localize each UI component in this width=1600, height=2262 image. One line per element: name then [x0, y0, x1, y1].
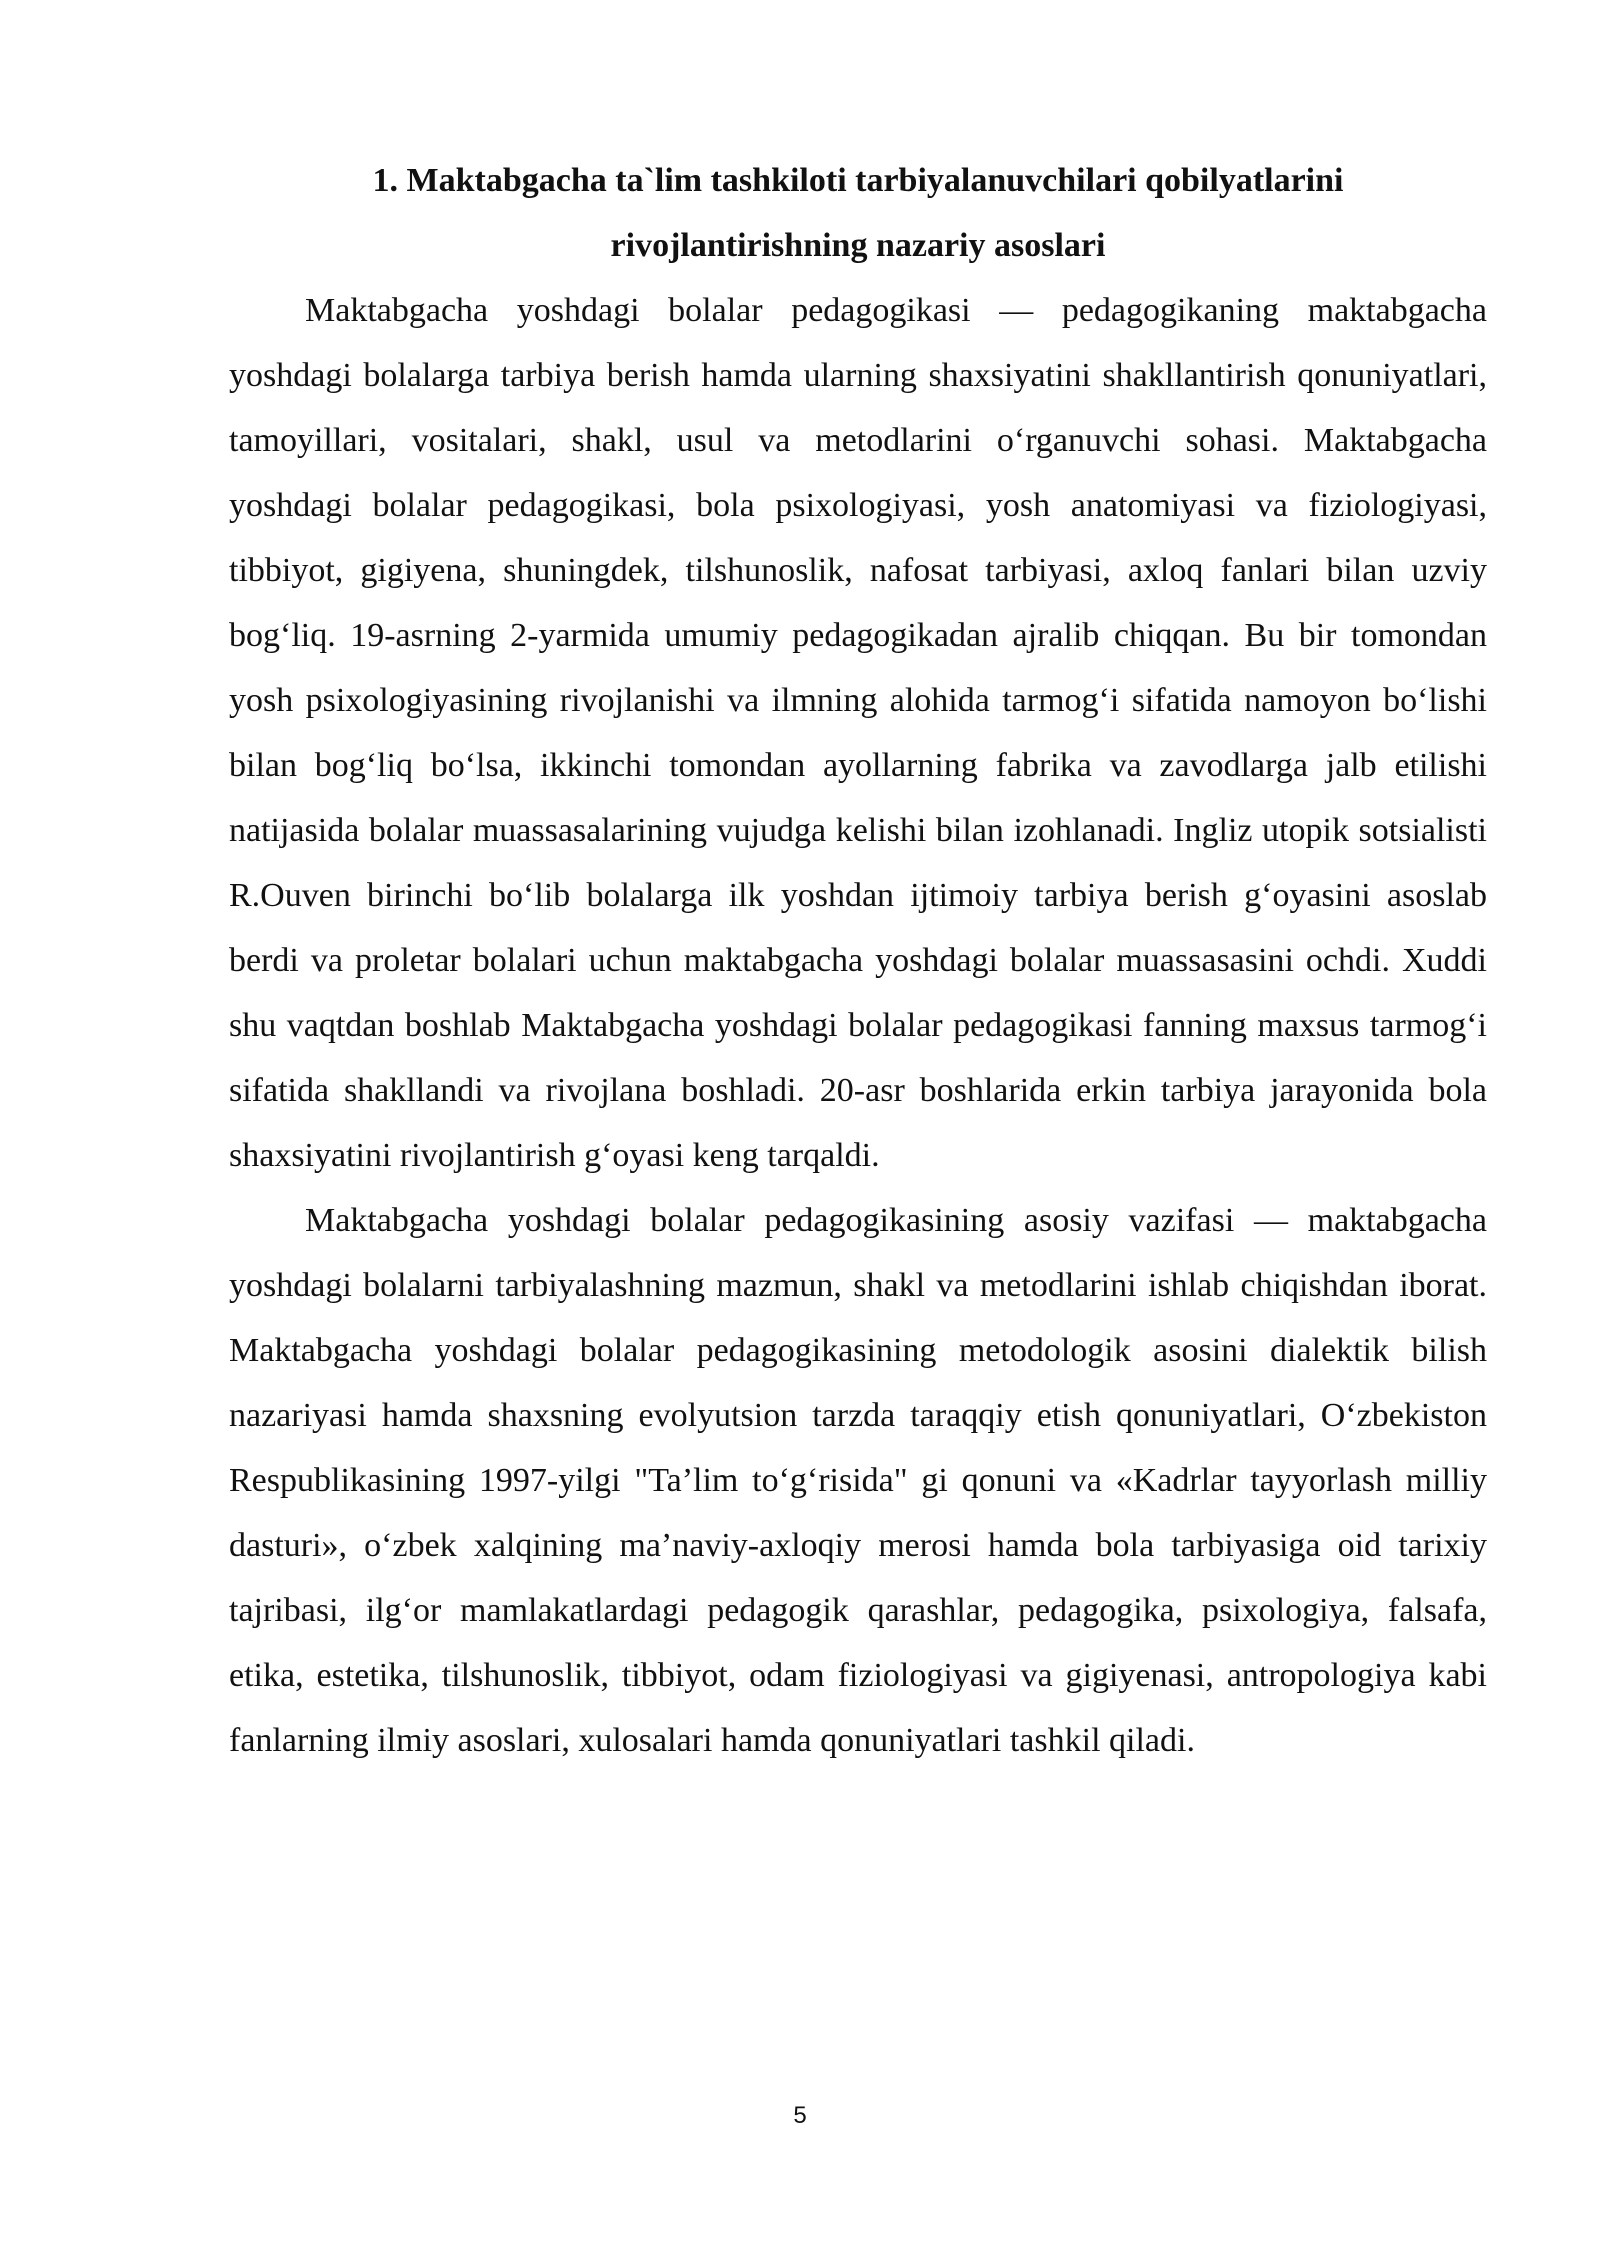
body-paragraph-1: Maktabgacha yoshdagi bolalar pedagogikasi — pedagogikaning maktabgacha yoshdagi bolalarga tarbiya berish hamda ularning shaxsiyatini shakllantirish qonuniyatlari, tamoyillari, vositalari, shakl, usul va metodlarini o‘rganuvchi sohasi. Maktabgacha yoshdagi bolalar pedagogikasi, bola psixologiyasi, yosh anatomiyasi va fiziologiyasi, tibbiyot, gigiyena, shuningdek, tilshunoslik, nafosat tarbiyasi, axloq fanlari bilan uzviy bog‘liq. 19-asrning 2-yarmida umumiy pedagogikadan ajralib chiqqan. Bu bir tomondan yosh psixologiyasining rivojlanishi va ilmning alohida tarmog‘i sifatida namoyon bo‘lishi bilan bog‘liq bo‘lsa, ikkinchi tomondan ayollarning fabrika va zavodlarga jalb etilishi natijasida bolalar muassasalarining vujudga kelishi bilan izohlanadi. Ingliz utopik sotsialisti R.Ouven birinchi bo‘lib bolalarga ilk yoshdan ijtimoiy tarbiya berish g‘oyasini asoslab berdi va proletar bolalari uchun maktabgacha yoshdagi bolalar muassasasini ochdi. Xuddi shu vaqtdan boshlab Maktabgacha yoshdagi bolalar pedagogikasi fanning maxsus tarmog‘i sifatida shakllandi va rivojlana boshladi. 20-asr boshlarida erkin tarbiya jarayonida bola shaxsiyatini rivojlantirish g‘oyasi keng tarqaldi. — [229, 292, 1487, 1174]
section-heading — [229, 148, 1487, 278]
section-heading-line-1: 1. Maktabgacha ta`lim tashkiloti tarbiyalanuvchilari qobilyatlarini — [372, 162, 1344, 199]
page-content — [229, 148, 1487, 1773]
page-number: 5 — [793, 2102, 807, 2129]
section-heading-line-2: rivojlantirishning nazariy asoslari — [610, 227, 1106, 264]
body-paragraph-2: Maktabgacha yoshdagi bolalar pedagogikasining asosiy vazifasi — maktabgacha yoshdagi bolalarni tarbiyalashning mazmun, shakl va metodlarini ishlab chiqishdan iborat. Maktabgacha yoshdagi bolalar pedagogikasining metodologik asosini dialektik bilish nazariyasi hamda shaxsning evolyutsion tarzda taraqqiy etish qonuniyatlari, O‘zbekiston Respublikasining 1997-yilgi "Ta’lim to‘g‘risida" gi qonuni va «Kadrlar tayyorlash milliy dasturi», o‘zbek xalqining ma’naviy-axloqiy merosi hamda bola tarbiyasiga oid tarixiy tajribasi, ilg‘or mamlakatlardagi pedagogik qarashlar, pedagogika, psixologiya, falsafa, etika, estetika, tilshunoslik, tibbiyot, odam fiziologiyasi va gigiyenasi, antropologiya kabi fanlarning ilmiy asoslari, xulosalari hamda qonuniyatlari tashkil qiladi. — [229, 1202, 1487, 1759]
